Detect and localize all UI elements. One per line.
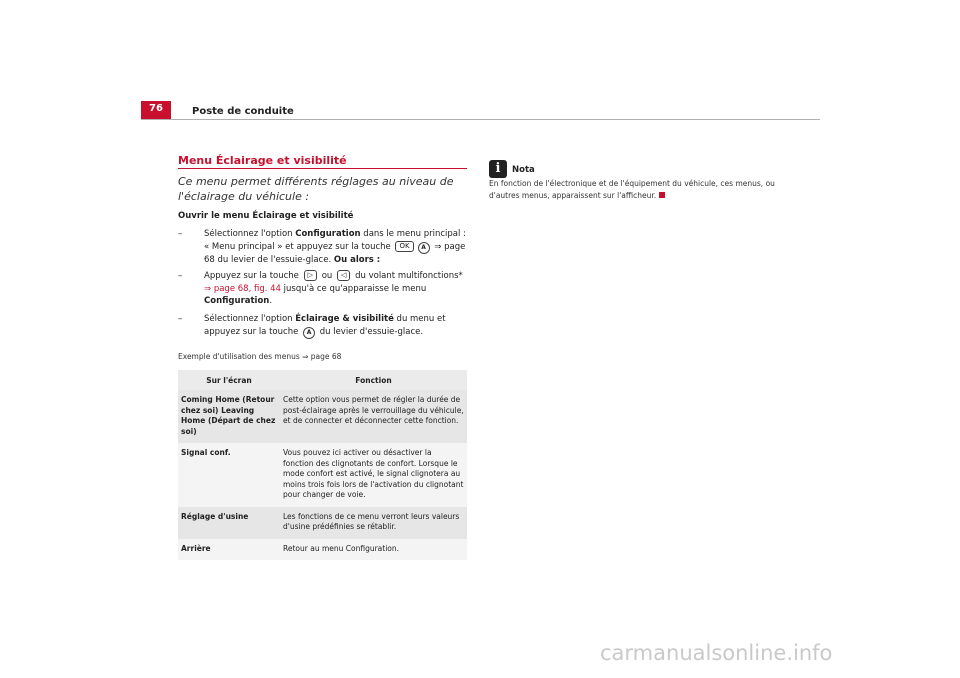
table-header-function: Fonction xyxy=(280,370,467,390)
a-key-icon: A xyxy=(303,327,315,339)
note-info-icon xyxy=(489,160,507,178)
step-1-text-d: du levier de l'essuie-glace. xyxy=(214,254,334,265)
end-mark-icon xyxy=(659,192,665,198)
table-header-screen: Sur l'écran xyxy=(178,370,280,390)
table-row xyxy=(178,390,467,443)
note-text: En fonction de l'électronique et de l'équipement du véhicule, ces menus, ou d'autres menus, apparaissent sur l'afficheur. xyxy=(489,179,775,200)
a-key-icon: A xyxy=(418,242,430,254)
right-arrow-key-icon: ▷ xyxy=(304,270,317,281)
step-2-period: . xyxy=(269,296,273,306)
step-2-or: ou xyxy=(321,271,333,281)
step-3-text-d: du levier d'essuie-glace. xyxy=(319,326,424,337)
step-2-menu-name: Configuration xyxy=(204,296,270,306)
step-dash: – xyxy=(178,271,183,281)
step-dash: – xyxy=(178,229,183,239)
step-1-option: Configuration xyxy=(295,229,361,239)
watermark: carmanualsonline.info xyxy=(600,641,833,665)
note-title: Nota xyxy=(512,165,535,175)
step-3-text-a: Sélectionnez l'option xyxy=(204,314,296,324)
table-caption: Exemple d'utilisation des menus ⇒ page 68 xyxy=(178,352,342,361)
note-body xyxy=(489,178,789,201)
step-3 xyxy=(178,313,470,339)
step-1-or: Ou alors : xyxy=(333,254,381,265)
table-cell-function: Retour au menu Configuration. xyxy=(280,539,467,561)
header-title: Poste de conduite xyxy=(192,106,294,117)
step-1-text-a: Sélectionnez l'option xyxy=(204,229,296,239)
table-row xyxy=(178,507,467,539)
step-2 xyxy=(178,270,470,308)
table-cell-function: Cette option vous permet de régler la durée de post-éclairage après le verrouillage du véhicule, et de connecter et déconnecter cette fonction. xyxy=(280,390,467,443)
table-cell-screen: Coming Home (Retour chez soi) Leaving Home (Départ de chez soi) xyxy=(178,390,280,443)
header-divider xyxy=(141,119,820,120)
section-subheading: Ouvrir le menu Éclairage et visibilité xyxy=(178,211,354,221)
step-dash: – xyxy=(178,314,183,324)
step-2-text-b: du volant multifonctions* xyxy=(355,271,463,281)
table-row xyxy=(178,443,467,507)
left-arrow-key-icon: ◁ xyxy=(337,270,350,281)
step-1-page-ref[interactable]: page 68 xyxy=(204,241,466,265)
table-cell-screen: Réglage d'usine xyxy=(178,507,280,539)
step-3-text-c: du menu et appuyez sur la touche xyxy=(204,314,446,337)
note-info-glyph: i xyxy=(495,161,501,176)
arrow-icon: ⇒ xyxy=(434,241,442,252)
ok-key-icon: OK xyxy=(395,241,413,252)
table-cell-function: Les fonctions de ce menu verront leurs valeurs d'usine prédéfinies se rétablir. xyxy=(280,507,467,539)
table-cell-screen: Arrière xyxy=(178,539,280,561)
table-cell-function: Vous pouvez ici activer ou désactiver la fonction des clignotants de confort. Lorsque le mode confort est activé, le signal clignotera au moins trois fois lors de l'activation du clignotant pour changer de voie. xyxy=(280,443,467,507)
section-divider xyxy=(178,168,467,169)
table-row xyxy=(178,539,467,561)
step-3-option: Éclairage & visibilité xyxy=(295,314,394,324)
step-1 xyxy=(178,228,470,266)
menu-table xyxy=(178,370,467,560)
table-header-row xyxy=(178,370,467,390)
section-intro: Ce menu permet différents réglages au niveau de l'éclairage du véhicule : xyxy=(178,175,454,203)
page-number: 76 xyxy=(149,103,163,114)
table-cell-screen: Signal conf. xyxy=(178,443,280,507)
step-2-text-c: jusqu'à ce qu'apparaisse le menu xyxy=(280,283,427,294)
section-title: Menu Éclairage et visibilité xyxy=(178,154,347,167)
step-2-page-ref[interactable]: ⇒ page 68, fig. 44 xyxy=(204,283,281,294)
step-1-text-c: dans le menu principal : « Menu principal » et appuyez sur la touche xyxy=(204,229,466,252)
step-2-text-a: Appuyez sur la touche xyxy=(204,271,299,281)
